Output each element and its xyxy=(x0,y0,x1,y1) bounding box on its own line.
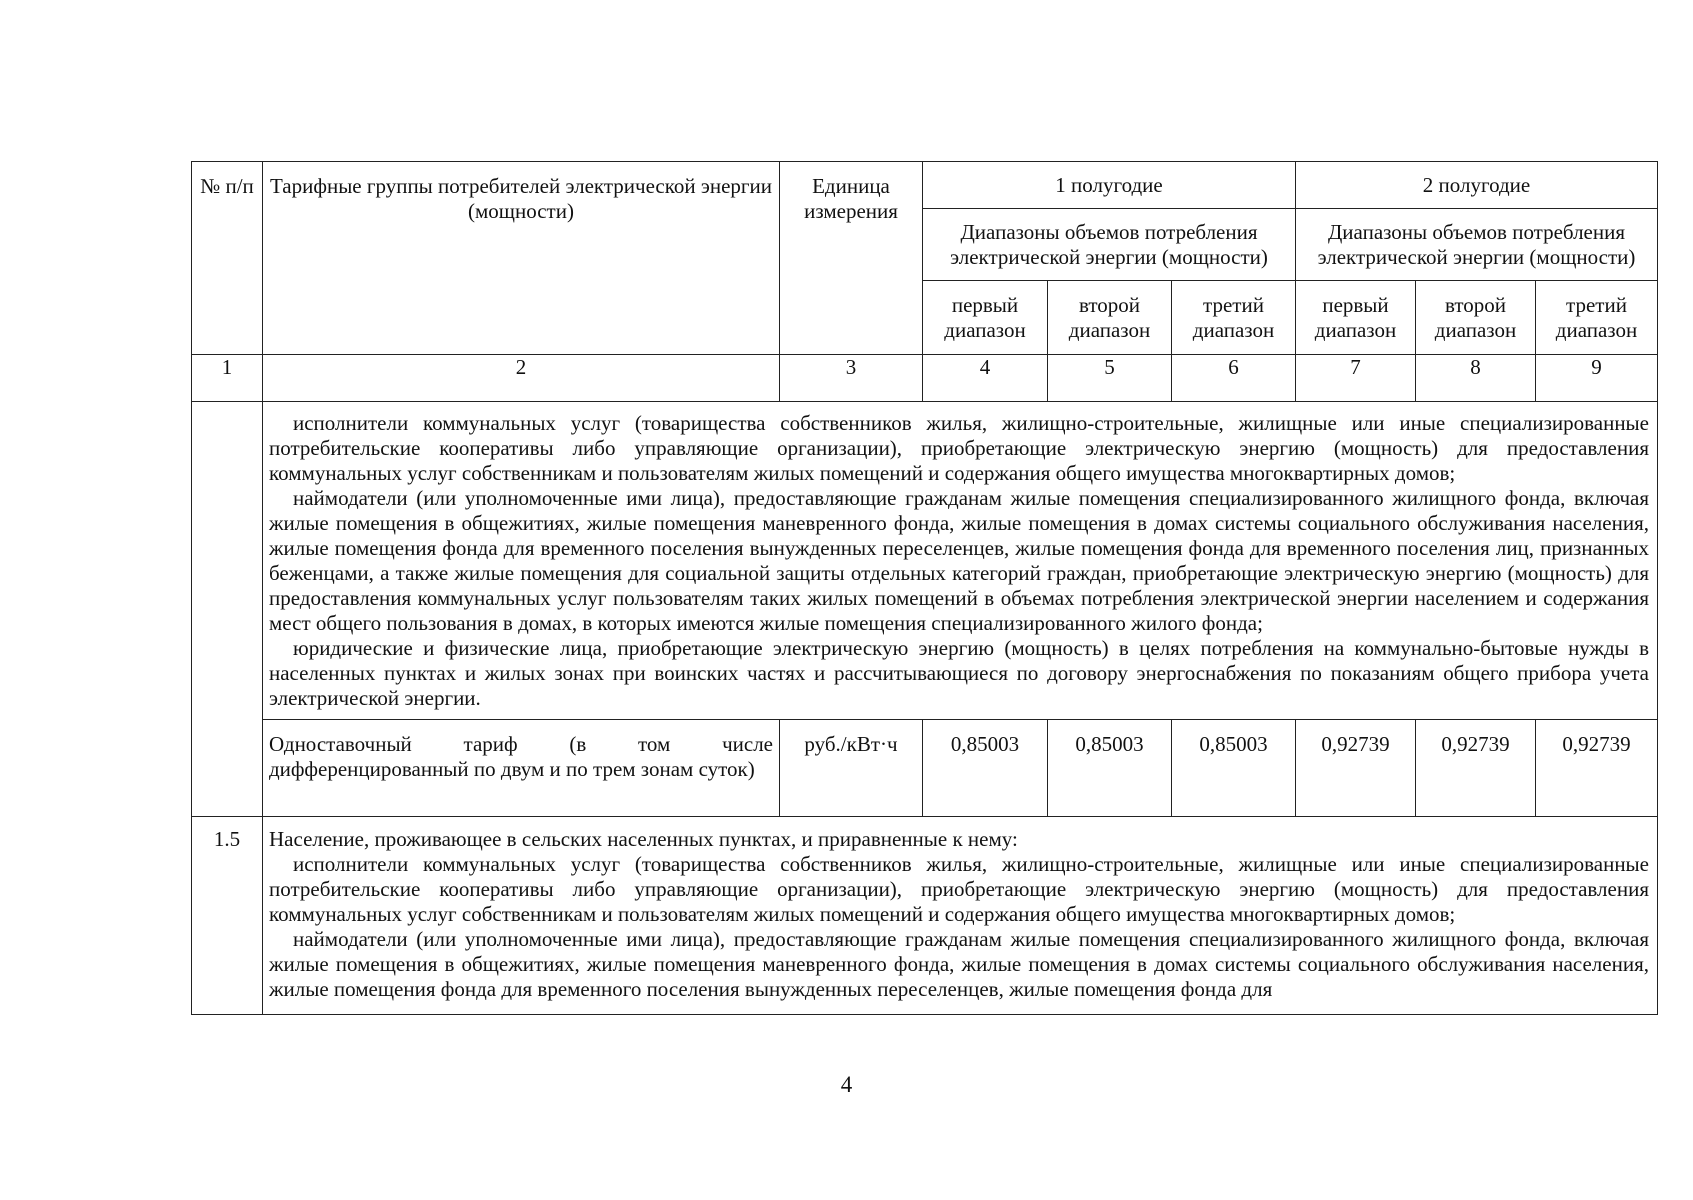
section-a-paragraph: наймодатели (или уполномоченные ими лица), предоставляющие гражданам жилые помещения специализированного жилищного фонда, включая жилые помещения в общежитиях, жилые помещения маневренного фонда, жилые помещения в домах системы социального обслуживания населения, жилые помещения фонда для временного поселения вынужденных переселенцев, жилые помещения фонда для временного поселения лиц, признанных беженцами, а также жилые помещения для социальной защиты отдельных категорий граждан, приобретающие электрическую энергию (мощность) для предоставления коммунальных услуг пользователям таких жилых помещений в объемах потребления электрической энергии населением и содержания мест общего пользования в домах, в которых имеются жилые помещения специализированного жилого фонда; xyxy=(269,486,1649,635)
section-b-title: Население, проживающее в сельских населенных пунктах, и приравненные к нему: xyxy=(269,827,1018,851)
header-unit: Единица измерения xyxy=(780,162,923,355)
header-range-second-2: второй диапазон xyxy=(1416,281,1536,355)
section-a-description-row xyxy=(192,402,1658,720)
tariff-value-h1-second: 0,85003 xyxy=(1048,720,1172,817)
tariff-value-h1-third: 0,85003 xyxy=(1172,720,1296,817)
tariff-value-h2-second: 0,92739 xyxy=(1416,720,1536,817)
tariff-name-rest: дифференцированный по двум и по трем зонам суток) xyxy=(269,757,755,781)
column-number: 7 xyxy=(1296,355,1416,402)
tariff-value-h2-third: 0,92739 xyxy=(1536,720,1658,817)
section-a-paragraph: юридические и физические лица, приобретающие электрическую энергию (мощность) в целях потребления на коммунально-бытовые нужды в населенных пунктах и жилых зонах при воинских частях и рассчитывающиеся по договору энергоснабжения по показаниям общего прибора учета электрической энергии. xyxy=(269,636,1649,710)
header-row-1 xyxy=(192,162,1658,209)
column-numbers-row xyxy=(192,355,1658,402)
header-range-second-1: второй диапазон xyxy=(1048,281,1172,355)
section-a-number-cell xyxy=(192,402,263,817)
section-a-paragraph: исполнители коммунальных услуг (товарищества собственников жилья, жилищно-строительные, жилищные или иные специализированные потребительские кооперативы либо управляющие организации), приобретающие электрическую энергию (мощность) для предоставления коммунальных услуг собственникам и пользователям жилых помещений и содержания общего имущества многоквартирных домов; xyxy=(269,411,1649,485)
section-b-description xyxy=(263,817,1658,1015)
section-b-number: 1.5 xyxy=(192,817,263,1015)
tariff-name xyxy=(263,720,780,817)
section-a-description xyxy=(263,402,1658,720)
column-number: 8 xyxy=(1416,355,1536,402)
tariff-unit: руб./кВт·ч xyxy=(780,720,923,817)
header-number: № п/п xyxy=(192,162,263,355)
column-number: 4 xyxy=(923,355,1048,402)
tariff-value-h2-first: 0,92739 xyxy=(1296,720,1416,817)
column-number: 9 xyxy=(1536,355,1658,402)
header-range-third-2: третий диапазон xyxy=(1536,281,1658,355)
header-range-first-1: первый диапазон xyxy=(923,281,1048,355)
page-number: 4 xyxy=(840,1072,853,1097)
header-range-first-2: первый диапазон xyxy=(1296,281,1416,355)
header-consumer-groups: Тарифные группы потребителей электрической энергии (мощности) xyxy=(263,162,780,355)
column-number: 6 xyxy=(1172,355,1296,402)
tariff-table xyxy=(191,161,1658,1015)
section-b-paragraph: наймодатели (или уполномоченные ими лица), предоставляющие гражданам жилые помещения специализированного жилищного фонда, включая жилые помещения в общежитиях, жилые помещения маневренного фонда, жилые помещения в домах системы социального обслуживания населения, жилые помещения фонда для временного поселения вынужденных переселенцев, жилые помещения фонда для xyxy=(269,927,1649,1001)
tariff-row xyxy=(192,720,1658,817)
column-number: 5 xyxy=(1048,355,1172,402)
column-number: 1 xyxy=(192,355,263,402)
header-half-1: 1 полугодие xyxy=(923,162,1296,209)
tariff-name-line1: Одноставочный тариф (в том числе xyxy=(269,732,773,756)
column-number: 2 xyxy=(263,355,780,402)
header-ranges-1: Диапазоны объемов потребления электрической энергии (мощности) xyxy=(923,209,1296,281)
header-range-third-1: третий диапазон xyxy=(1172,281,1296,355)
header-ranges-2: Диапазоны объемов потребления электрической энергии (мощности) xyxy=(1296,209,1658,281)
section-b-row xyxy=(192,817,1658,1015)
header-half-2: 2 полугодие xyxy=(1296,162,1658,209)
section-b-paragraph: исполнители коммунальных услуг (товарищества собственников жилья, жилищно-строительные, жилищные или иные специализированные потребительские кооперативы либо управляющие организации), приобретающие электрическую энергию (мощность) для предоставления коммунальных услуг собственникам и пользователям жилых помещений и содержания общего имущества многоквартирных домов; xyxy=(269,852,1649,926)
column-number: 3 xyxy=(780,355,923,402)
tariff-value-h1-first: 0,85003 xyxy=(923,720,1048,817)
